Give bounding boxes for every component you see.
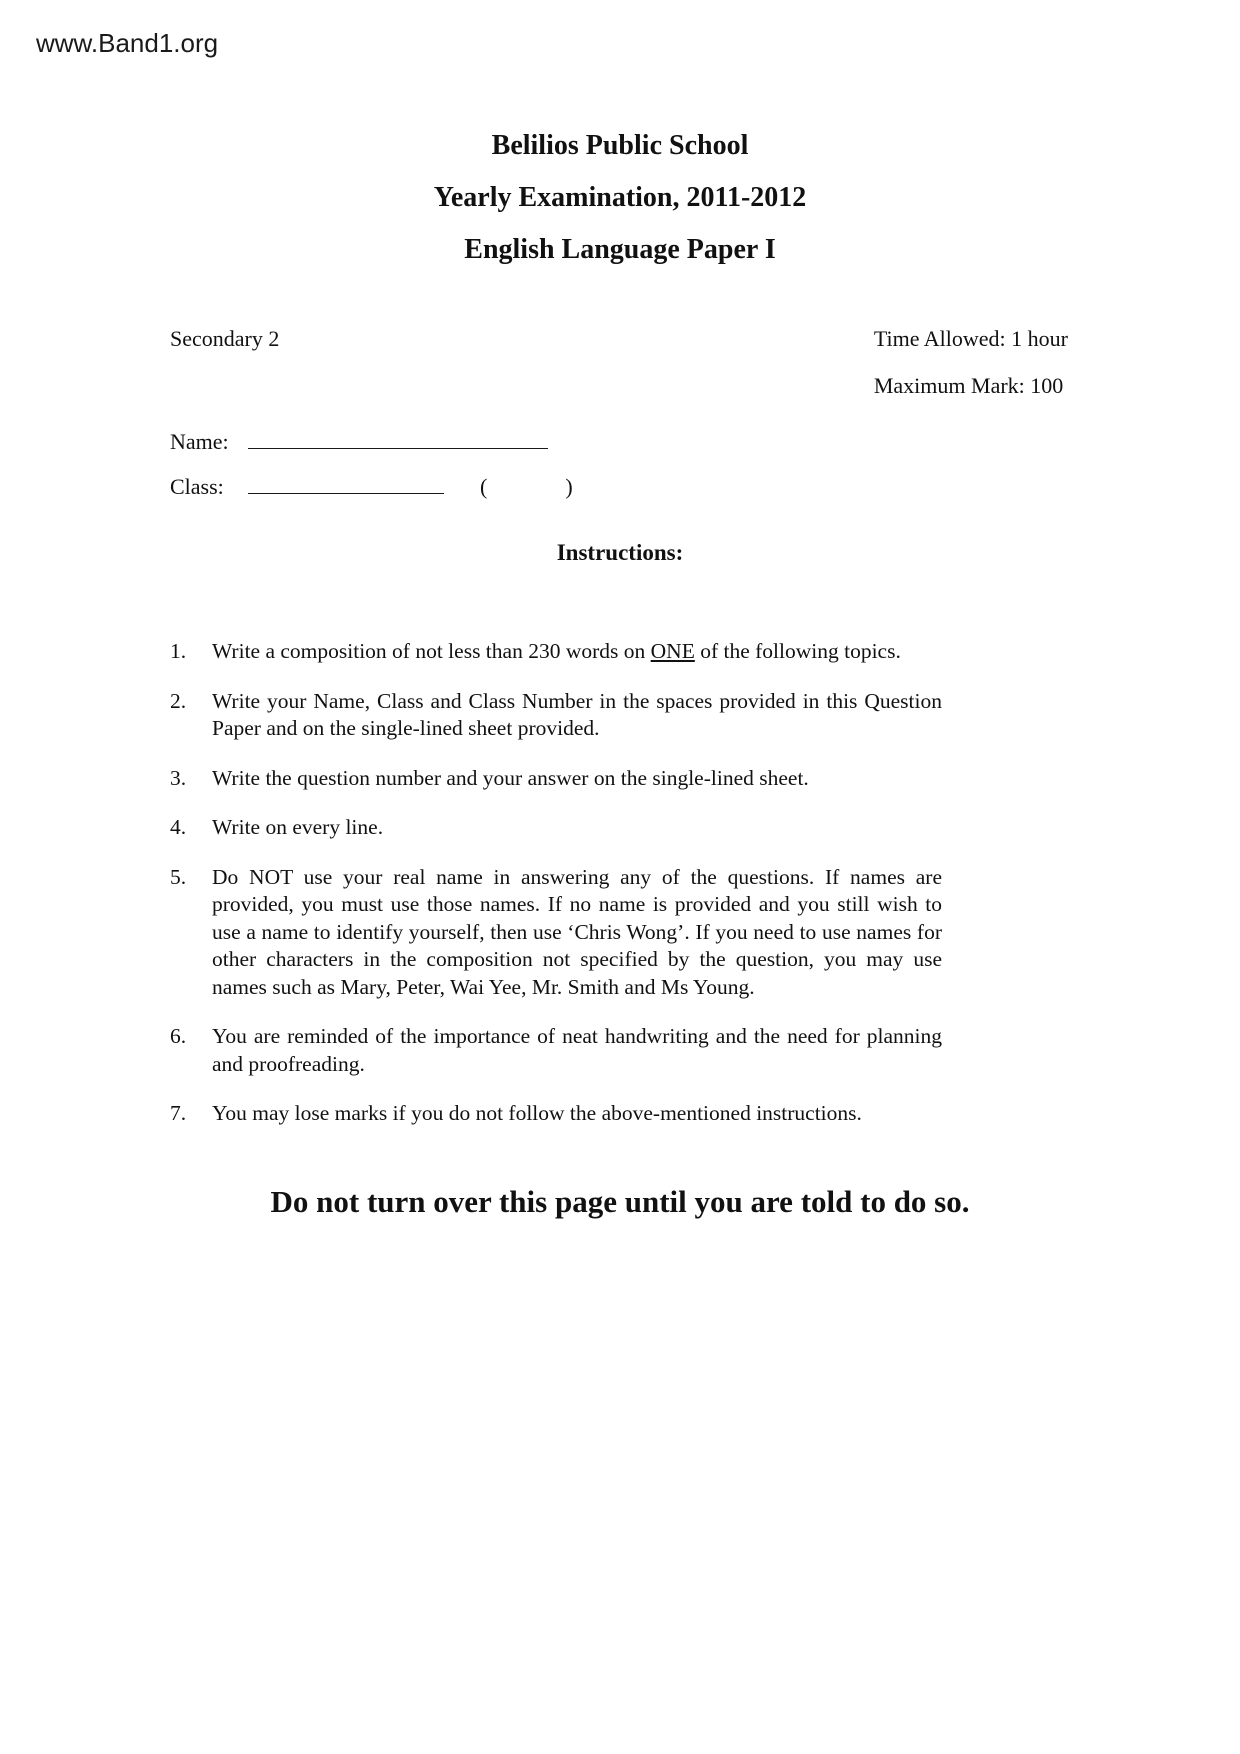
item-number: 2. <box>170 688 187 713</box>
item-text <box>212 638 942 666</box>
student-info-block <box>170 426 573 516</box>
item-number: 3. <box>170 765 187 790</box>
instruction-item-7 <box>170 1100 942 1128</box>
instruction-item-4 <box>170 814 942 842</box>
item-number: 1. <box>170 639 187 663</box>
secondary-level: Secondary 2 <box>170 326 280 351</box>
paper-title: English Language Paper I <box>464 234 776 265</box>
item-text-underlined: ONE <box>650 639 695 663</box>
item-number: 7. <box>170 1101 187 1126</box>
instructions-list <box>170 638 942 1150</box>
item-text: Do NOT use your real name in answering any of the questions. If names are provided, you must use those names. If no name is provided and you still wish to use a name to identify yourself, then use ‘Chris Wong’. If you need to use names for other characters in the composition not specified by the question, you may use names such as Mary, Peter, Wai Yee, Mr. Smith and Ms Young. <box>212 864 942 999</box>
name-blank-line <box>248 426 548 449</box>
site-watermark: www.Band1.org <box>36 28 219 58</box>
item-text: Write your Name, Class and Class Number in the spaces provided in this Question Paper and on the single-lined sheet provided. <box>212 688 942 741</box>
do-not-turn-notice: Do not turn over this page until you are told to do so. <box>270 1184 970 1219</box>
maximum-mark: Maximum Mark: 100 <box>873 373 1064 398</box>
name-row <box>170 426 573 455</box>
meta-block <box>170 326 1068 420</box>
instructions-heading: Instructions: <box>556 540 684 565</box>
instruction-item-1 <box>170 638 942 666</box>
item-text: You may lose marks if you do not follow the above-mentioned instructions. <box>212 1101 862 1126</box>
class-label: Class: <box>170 474 224 499</box>
class-blank-line <box>248 471 444 494</box>
item-text-pre: Write a composition of not less than 230 words on <box>212 639 651 663</box>
time-allowed: Time Allowed: 1 hour <box>873 326 1068 351</box>
instruction-item-2 <box>170 688 942 743</box>
school-name: Belilios Public School <box>491 130 749 161</box>
class-number-paren-open: ( <box>480 474 488 499</box>
item-text-post: of the following topics. <box>694 639 901 663</box>
name-label: Name: <box>170 429 229 454</box>
meta-right-column <box>874 326 1068 420</box>
instruction-item-5 <box>170 864 942 1002</box>
item-text: Write the question number and your answer on the single-lined sheet. <box>212 765 809 790</box>
item-text: You are reminded of the importance of neat handwriting and the need for planning and proofreading. <box>212 1024 942 1076</box>
title-block <box>0 130 1240 286</box>
instruction-item-6 <box>170 1023 942 1078</box>
exam-title: Yearly Examination, 2011-2012 <box>433 182 807 213</box>
item-number: 5. <box>170 864 187 889</box>
class-row <box>170 471 573 500</box>
instruction-item-3 <box>170 765 942 793</box>
class-number-paren-close: ) <box>565 474 573 499</box>
item-text: Write on every line. <box>212 815 384 840</box>
item-number: 6. <box>170 1024 187 1049</box>
item-number: 4. <box>170 815 187 840</box>
